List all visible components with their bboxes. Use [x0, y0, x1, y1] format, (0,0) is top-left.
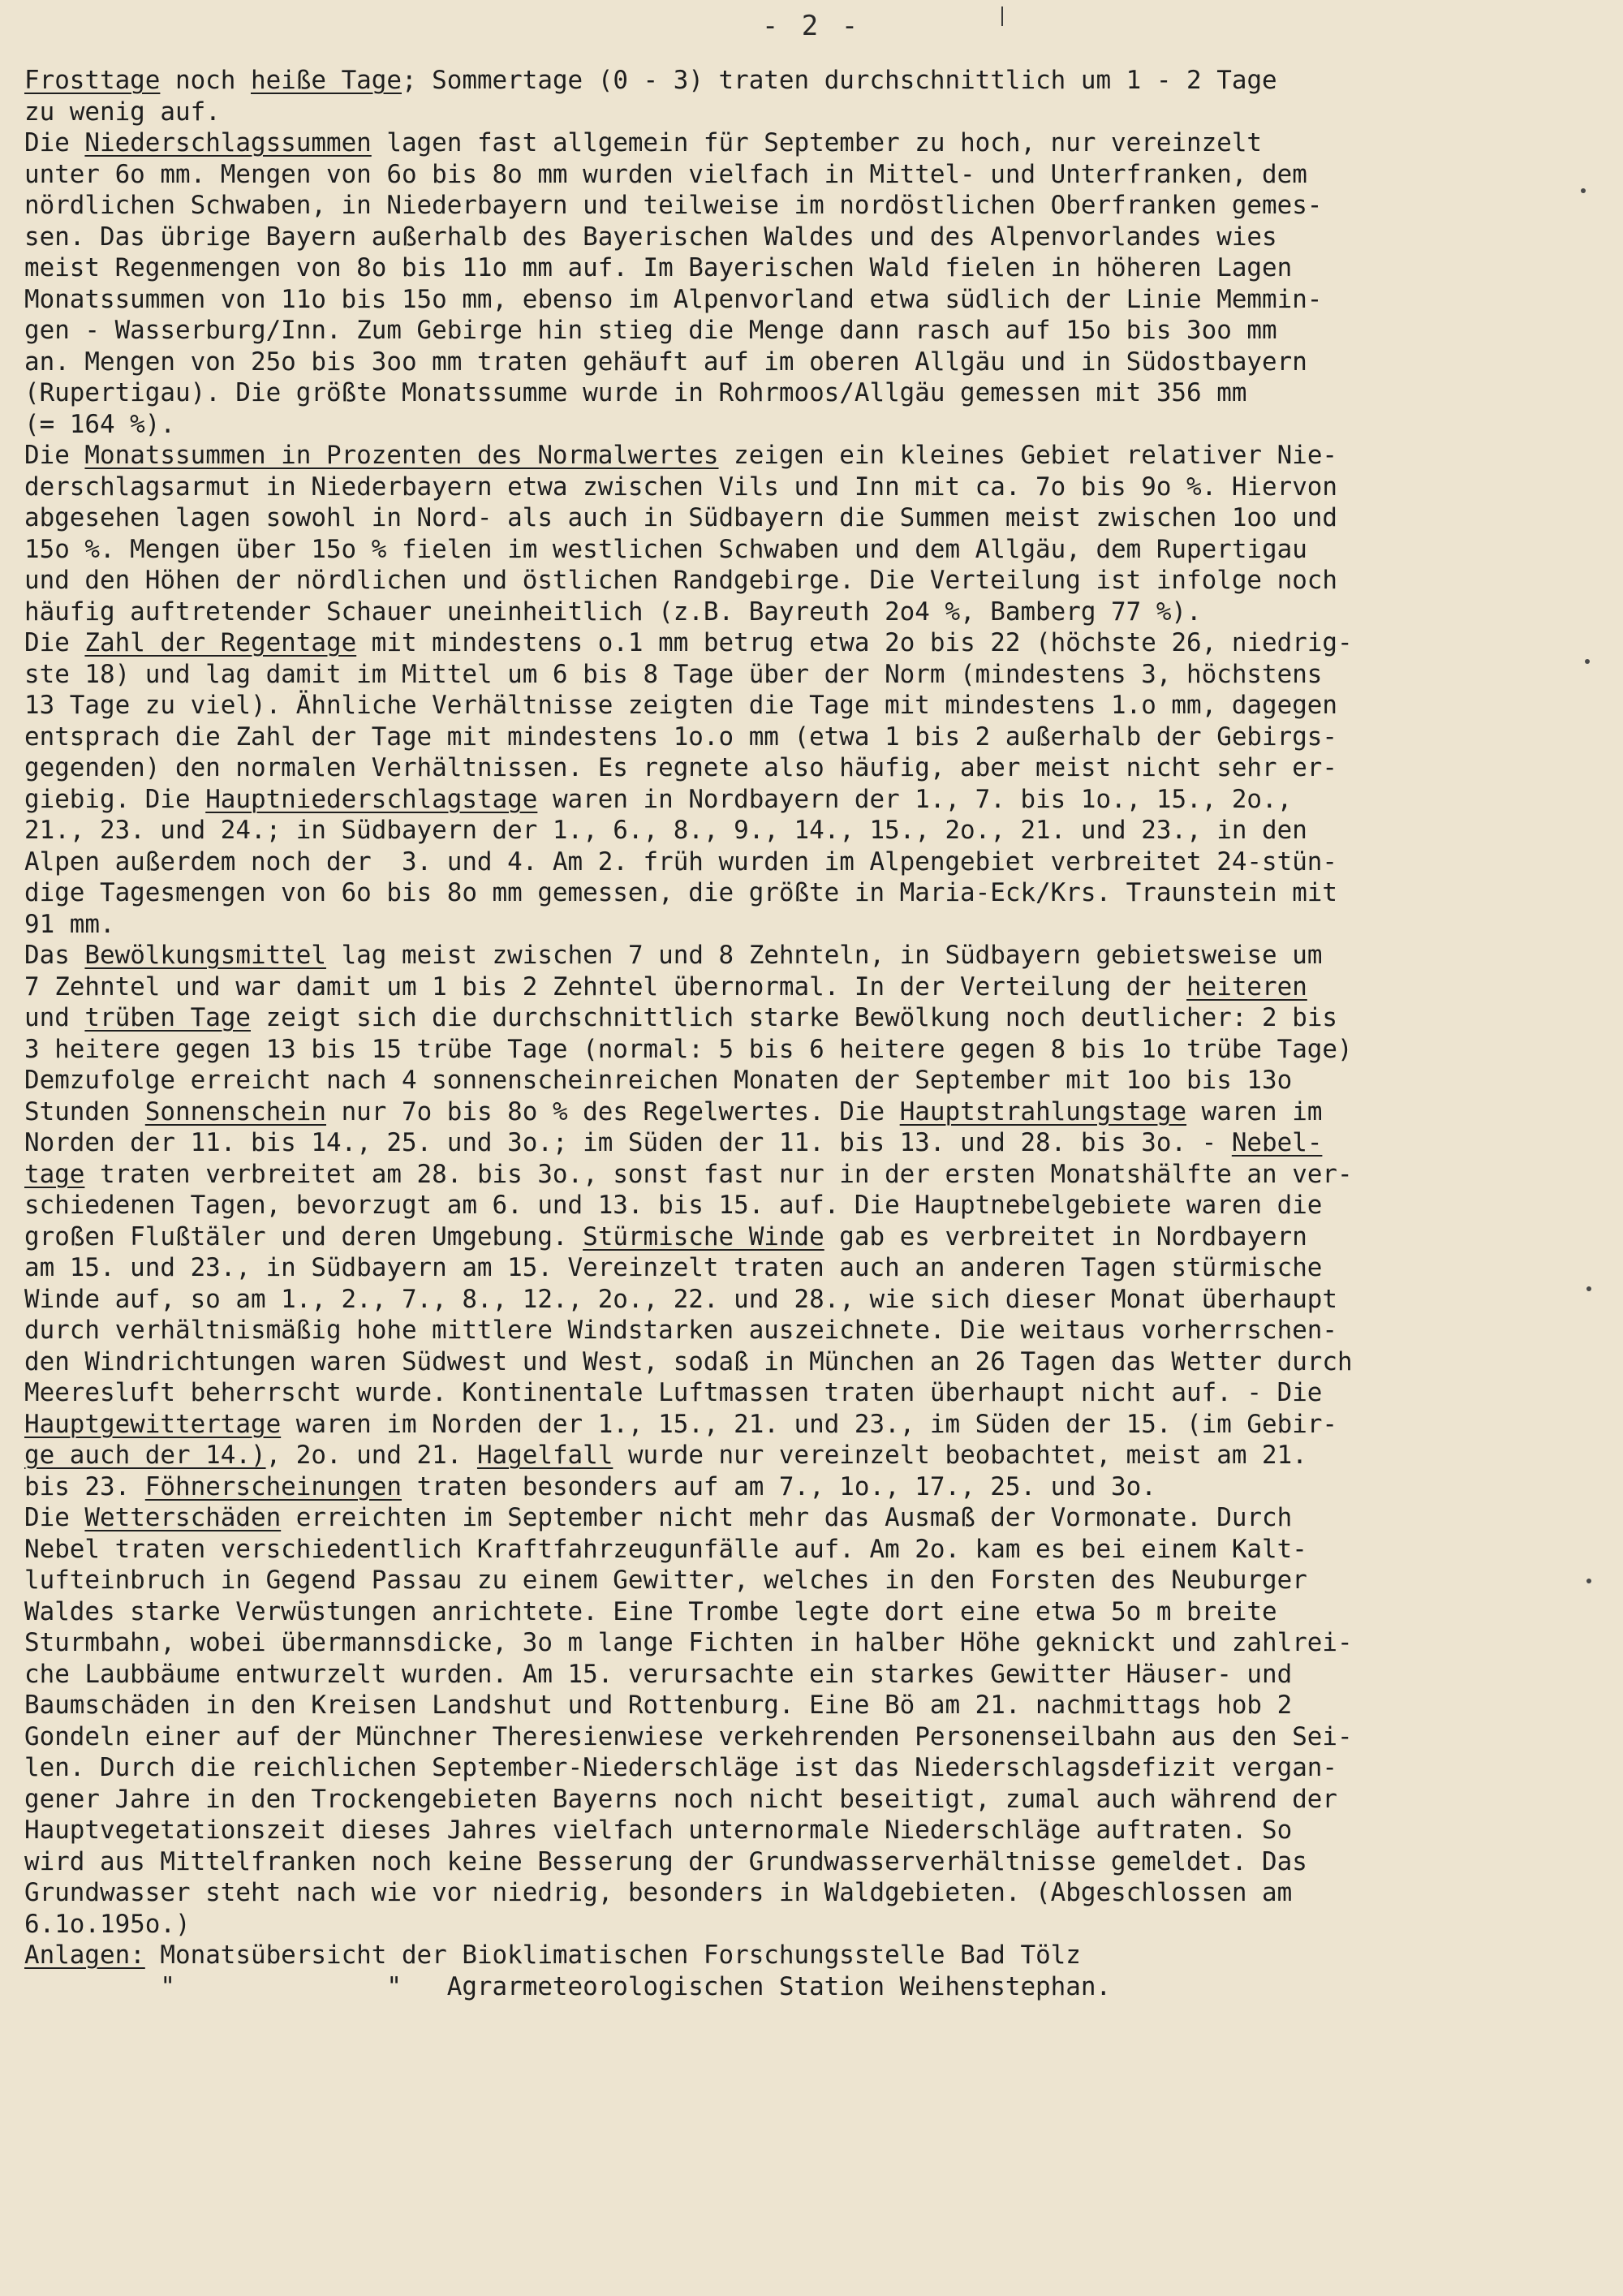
text-run: den Windrichtungen waren Südwest und West, sodaß in München an 26 Tagen das Wetter durch [24, 1346, 1353, 1376]
text-run: lufteinbruch in Gegend Passau zu einem Gewitter, welches in den Forsten des Neuburger [24, 1566, 1307, 1595]
text-line [24, 752, 1611, 784]
text-line [24, 1346, 1611, 1378]
text-line [24, 1971, 1611, 2001]
text-line [24, 159, 1611, 191]
text-line [24, 565, 1611, 597]
text-run: wird aus Mittelfranken noch keine Besserung der Grundwasserverhältnisse gemeldet. Das [24, 1846, 1307, 1876]
text-run: sen. Das übrige Bayern außerhalb des Bayerischen Waldes und des Alpenvorlandes wies [24, 222, 1277, 252]
text-line [24, 1190, 1611, 1221]
underlined-term: Zahl der Regentage [84, 628, 357, 657]
text-run: traten besonders auf am 7., 1o., 17., 25. und 3o. [401, 1471, 1156, 1501]
text-line [24, 971, 1611, 1003]
text-run: Stunden [24, 1096, 145, 1126]
text-line [24, 1909, 1611, 1941]
text-line [24, 627, 1611, 659]
text-line [24, 1065, 1611, 1096]
text-run: waren in Nordbayern der 1., 7. bis 1o., 15., 2o., [537, 784, 1293, 814]
underlined-term: Niederschlagssummen [84, 128, 372, 157]
underlined-term: Nebel- [1231, 1128, 1323, 1157]
margin-dot [1585, 659, 1590, 664]
text-run: lagen fast allgemein für September zu hoch, nur vereinzelt [371, 128, 1263, 157]
text-run: gen - Wasserburg/Inn. Zum Gebirge hin stieg die Menge dann rasch auf 15o bis 3oo mm [24, 316, 1277, 345]
text-line [24, 1002, 1611, 1034]
text-run: gener Jahre in den Trockengebieten Bayerns noch nicht beseitigt, zumal auch während der [24, 1784, 1338, 1814]
text-run: gab es verbreitet in Nordbayern [824, 1221, 1307, 1251]
text-run: zeigt sich die durchschnittlich starke Bewölkung noch deutlicher: 2 bis [250, 1003, 1338, 1032]
text-run: Hauptvegetationszeit dieses Jahres vielfach unternormale Niederschläge auftraten. So [24, 1816, 1293, 1845]
text-run: Grundwasser steht nach wie vor niedrig, besonders in Waldgebieten. (Abgeschlossen am [24, 1878, 1293, 1907]
text-run: Norden der 11. bis 14., 25. und 3o.; im Süden der 11. bis 13. und 28. bis 3o. - [24, 1128, 1232, 1157]
text-run: 3 heitere gegen 13 bis 15 trübe Tage (normal: 5 bis 6 heitere gegen 8 bis 1o trübe Tage) [24, 1034, 1353, 1064]
text-run: und den Höhen der nördlichen und östlichen Randgebirge. Die Verteilung ist infolge noch [24, 566, 1338, 595]
text-line [24, 1096, 1611, 1128]
text-run: an. Mengen von 25o bis 3oo mm traten gehäuft auf im oberen Allgäu und in Südostbayern [24, 347, 1307, 377]
text-run: dige Tagesmengen von 6o bis 8o mm gemessen, die größte in Maria-Eck/Krs. Traunstein mit [24, 878, 1338, 907]
text-line [24, 1815, 1611, 1846]
underlined-term: ge auch der 14.) [24, 1441, 266, 1470]
text-run: zeigen ein kleines Gebiet relativer Nie- [718, 441, 1338, 470]
text-line [24, 1502, 1611, 1534]
text-line [24, 722, 1611, 753]
text-line [24, 1534, 1611, 1566]
text-run: (= 164 %). [24, 409, 175, 439]
text-run: gegenden) den normalen Verhältnissen. Es regnete also häufig, aber meist nicht sehr er- [24, 753, 1338, 782]
text-run: entsprach die Zahl der Tage mit mindestens 1o.o mm (etwa 1 bis 2 außerhalb der Gebirgs- [24, 722, 1338, 752]
text-line [24, 502, 1611, 534]
text-run: mit mindestens o.1 mm betrug etwa 2o bis 22 (höchste 26, niedrig- [356, 628, 1353, 657]
text-line [24, 690, 1611, 722]
text-run: abgesehen lagen sowohl in Nord- als auch in Südbayern die Summen meist zwischen 1oo und [24, 503, 1338, 532]
text-run: Demzufolge erreicht nach 4 sonnenscheinreichen Monaten der September mit 1oo bis 13o [24, 1066, 1293, 1095]
text-run: Waldes starke Verwüstungen anrichtete. Eine Trombe legte dort eine etwa 5o m breite [24, 1596, 1277, 1626]
text-run: schiedenen Tagen, bevorzugt am 6. und 13. bis 15. auf. Die Hauptnebelgebiete waren die [24, 1191, 1323, 1220]
text-line [24, 1940, 1611, 1971]
text-line [24, 1596, 1611, 1628]
text-line [24, 315, 1611, 347]
text-line [24, 97, 1611, 128]
text-line [24, 127, 1611, 159]
text-run: Die [24, 628, 85, 657]
text-line [24, 1721, 1611, 1753]
underlined-term: heiße Tage [250, 66, 402, 95]
text-line [24, 1752, 1611, 1784]
text-line [24, 1252, 1611, 1284]
text-line [24, 940, 1611, 971]
text-run: Die [24, 441, 85, 470]
underlined-term: Hauptstrahlungstage [899, 1096, 1187, 1126]
underlined-term: Stürmische Winde [583, 1221, 824, 1251]
margin-dot [1586, 1579, 1591, 1583]
text-line [24, 877, 1611, 909]
text-run: 7 Zehntel und war damit um 1 bis 2 Zehntel übernormal. In der Verteilung der [24, 971, 1187, 1002]
text-line [24, 1877, 1611, 1909]
underlined-term: Anlagen: [24, 1941, 145, 1970]
underlined-term: trüben Tage [84, 1003, 251, 1032]
text-run: nördlichen Schwaben, in Niederbayern und teilweise im nordöstlichen Oberfranken gemes- [24, 191, 1323, 220]
text-run: großen Flußtäler und deren Umgebung. [24, 1221, 583, 1251]
text-run: zu wenig auf. [24, 97, 221, 127]
text-run: giebig. Die [24, 784, 206, 814]
margin-dot [1586, 1286, 1591, 1291]
text-run: unter 6o mm. Mengen von 6o bis 8o mm wurden vielfach in Mittel- und Unterfranken, dem [24, 159, 1307, 189]
text-line [24, 1659, 1611, 1691]
text-run: 6.1o.195o.) [24, 1909, 191, 1939]
text-line [24, 1846, 1611, 1878]
text-run: Monatssummen von 11o bis 15o mm, ebenso im Alpenvorland etwa südlich der Linie Memmin- [24, 284, 1323, 314]
text-run: (Rupertigau). Die größte Monatssumme wurde in Rohrmoos/Allgäu gemessen mit 356 mm [24, 378, 1247, 407]
text-line [24, 472, 1611, 503]
text-line [24, 909, 1611, 941]
text-run: Winde auf, so am 1., 2., 7., 8., 12., 2o., 22. und 28., wie sich dieser Monat überhaupt [24, 1284, 1338, 1314]
underlined-term: Wetterschäden [84, 1503, 282, 1532]
underlined-term: heiteren [1186, 971, 1307, 1002]
text-run: noch [160, 66, 251, 95]
text-run: len. Durch die reichlichen September-Niederschläge ist das Niederschlagsdefizit vergan- [24, 1753, 1338, 1782]
text-line [24, 1315, 1611, 1346]
text-run: Die [24, 1503, 85, 1532]
text-run: 21., 23. und 24.; in Südbayern der 1., 6., 8., 9., 14., 15., 2o., 21. und 23., in den [24, 816, 1307, 845]
text-run: traten verbreitet am 28. bis 3o., sonst fast nur in der ersten Monatshälfte an ver- [84, 1159, 1353, 1189]
text-line [24, 1627, 1611, 1659]
text-run: und [24, 1003, 85, 1032]
text-line [24, 65, 1611, 97]
text-run: Das [24, 941, 85, 970]
report-body-text [24, 65, 1611, 2001]
text-line [24, 1284, 1611, 1316]
text-line [24, 597, 1611, 628]
underlined-term: Föhnerscheinungen [144, 1471, 402, 1501]
text-line [24, 1409, 1611, 1441]
text-run: " " Agrarmeteorologischen Station Weihenstephan. [24, 1971, 1112, 2001]
text-run: erreichten im September nicht mehr das Ausmaß der Vormonate. Durch [281, 1503, 1293, 1532]
text-run: Sturmbahn, wobei übermannsdicke, 3o m lange Fichten in halber Höhe geknickt und zahlrei- [24, 1628, 1353, 1657]
text-line [24, 252, 1611, 284]
text-line [24, 377, 1611, 409]
text-run: Baumschäden in den Kreisen Landshut und Rottenburg. Eine Bö am 21. nachmittags hob 2 [24, 1691, 1293, 1720]
text-run: , 2o. und 21. [265, 1441, 477, 1470]
text-run: Monatsübersicht der Bioklimatischen Forschungsstelle Bad Tölz [144, 1941, 1081, 1970]
text-run: waren im [1186, 1096, 1323, 1126]
text-line [24, 1159, 1611, 1191]
text-run: 13 Tage zu viel). Ähnliche Verhältnisse zeigten die Tage mit mindestens 1.o mm, dagegen [24, 691, 1338, 720]
text-run: 15o %. Mengen über 15o % fielen im westlichen Schwaben und dem Allgäu, dem Rupertigau [24, 534, 1307, 564]
underlined-term: Bewölkungsmittel [84, 941, 326, 970]
text-run: bis 23. [24, 1471, 145, 1501]
text-run: Nebel traten verschiedentlich Kraftfahrzeugunfälle auf. Am 2o. kam es bei einem Kalt- [24, 1534, 1307, 1564]
page-number: - 2 - [761, 10, 862, 42]
text-line [24, 440, 1611, 472]
text-line [24, 190, 1611, 222]
text-line [24, 659, 1611, 691]
underlined-term: tage [24, 1159, 85, 1189]
text-line [24, 1221, 1611, 1253]
text-run: ; Sommertage (0 - 3) traten durchschnittlich um 1 - 2 Tage [401, 66, 1277, 95]
text-run: 91 mm. [24, 909, 115, 939]
text-line [24, 1440, 1611, 1471]
text-line [24, 1034, 1611, 1066]
text-line [24, 815, 1611, 846]
text-line [24, 534, 1611, 566]
text-line [24, 284, 1611, 316]
text-line [24, 1690, 1611, 1721]
text-line [24, 784, 1611, 816]
underlined-term: Hauptniederschlagstage [205, 784, 538, 814]
underlined-term: Hagelfall [476, 1441, 613, 1470]
text-run: durch verhältnismäßig hohe mittlere Windstarken auszeichnete. Die weitaus vorherrschen- [24, 1316, 1338, 1345]
text-run: che Laubbäume entwurzelt wurden. Am 15. verursachte ein starkes Gewitter Häuser- und [24, 1659, 1293, 1689]
underlined-term: Sonnenschein [144, 1096, 326, 1126]
underlined-term: Frosttage [24, 66, 161, 95]
text-run: meist Regenmengen von 8o bis 11o mm auf. Im Bayerischen Wald fielen in höheren Lagen [24, 253, 1293, 282]
text-line [24, 1784, 1611, 1816]
text-run: waren im Norden der 1., 15., 21. und 23., im Süden der 15. (im Gebir- [281, 1409, 1338, 1439]
text-line [24, 409, 1611, 441]
text-line [24, 1377, 1611, 1409]
text-run: wurde nur vereinzelt beobachtet, meist am 21. [613, 1441, 1307, 1470]
text-line [24, 846, 1611, 878]
underlined-term: Monatssummen in Prozenten des Normalwertes [84, 441, 719, 470]
text-line [24, 1471, 1611, 1503]
underlined-term: Hauptgewittertage [24, 1409, 282, 1439]
margin-dot [1581, 188, 1586, 193]
text-line [24, 1127, 1611, 1159]
text-line [24, 222, 1611, 253]
margin-tick-mark [1001, 6, 1003, 26]
text-run: Alpen außerdem noch der 3. und 4. Am 2. früh wurden im Alpengebiet verbreitet 24-stün- [24, 846, 1338, 877]
text-run: Die [24, 128, 85, 157]
text-run: am 15. und 23., in Südbayern am 15. Vereinzelt traten auch an anderen Tagen stürmische [24, 1253, 1323, 1282]
text-run: Meeresluft beherrscht wurde. Kontinentale Luftmassen traten überhaupt nicht auf. - Die [24, 1378, 1323, 1407]
text-run: lag meist zwischen 7 und 8 Zehnteln, in Südbayern gebietsweise um [325, 941, 1323, 970]
text-run: Gondeln einer auf der Münchner Theresienwiese verkehrenden Personenseilbahn aus den Sei- [24, 1721, 1353, 1751]
text-run: nur 7o bis 8o % des Regelwertes. Die [325, 1096, 900, 1126]
text-run: derschlagsarmut in Niederbayern etwa zwischen Vils und Inn mit ca. 7o bis 9o %. Hiervon [24, 472, 1338, 502]
text-line [24, 347, 1611, 378]
text-run: ste 18) und lag damit im Mittel um 6 bis 8 Tage über der Norm (mindestens 3, höchstens [24, 659, 1323, 689]
text-line [24, 1565, 1611, 1596]
text-run: häufig auftretender Schauer uneinheitlich (z.B. Bayreuth 2o4 %, Bamberg 77 %). [24, 597, 1202, 627]
